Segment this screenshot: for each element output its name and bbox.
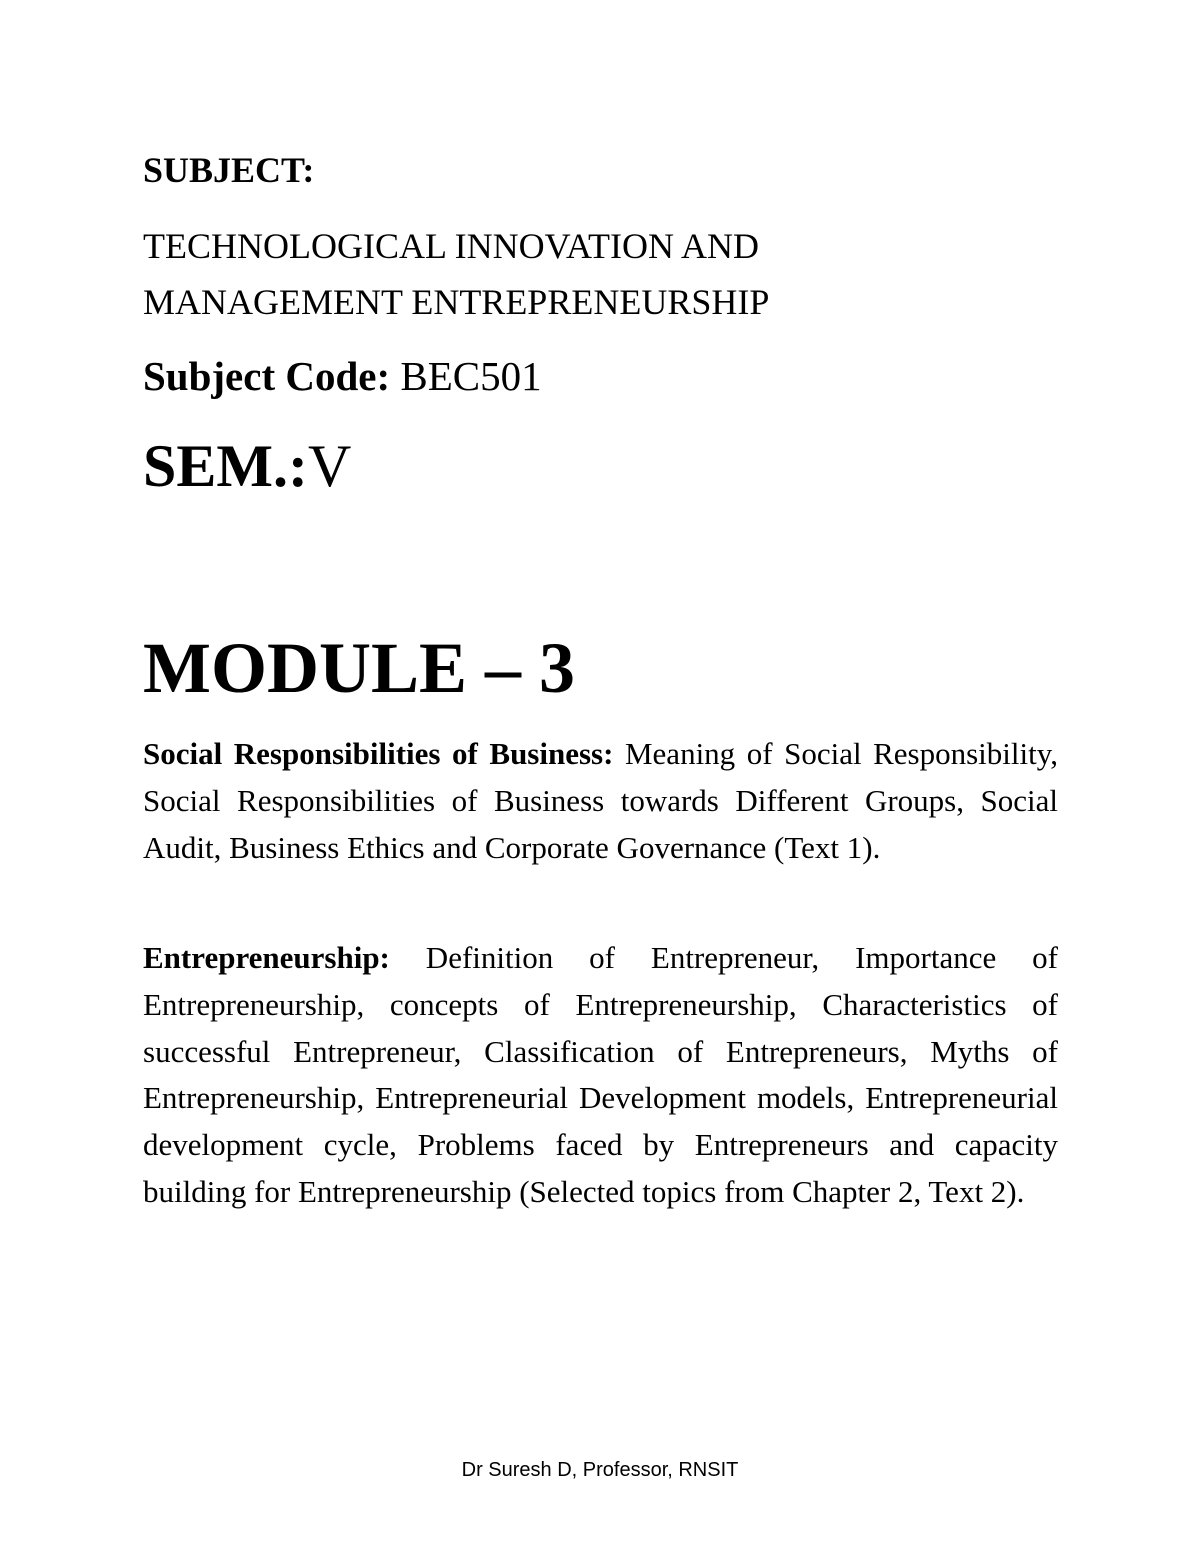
subject-code-label: Subject Code: <box>143 353 391 399</box>
section-social-responsibilities <box>143 731 1058 871</box>
subject-title-line-2: MANAGEMENT ENTREPRENEURSHIP <box>143 282 770 322</box>
section-heading: Social Responsibilities of Business: <box>143 736 614 771</box>
subject-code <box>143 350 542 402</box>
semester-value: V <box>308 433 352 499</box>
section-body: Definition of Entrepreneur, Importance of Entrepreneurship, concepts of Entrepreneurship, Characteristics of successful Entrepreneur, Classification of Entrepreneurs, Myths of Entrepreneurship, Entrepreneurial Development models, Entrepreneurial development cycle, Problems faced by Entrepreneurs and capacity building for Entrepreneurship (Selected topics from Chapter 2, Text 2). <box>143 940 1058 1209</box>
section-entrepreneurship <box>143 935 1058 1216</box>
page-footer: Dr Suresh D, Professor, RNSIT <box>461 1459 739 1481</box>
section-body: Meaning of Social Responsibility, Social Responsibilities of Business towards Different Groups, Social Audit, Business Ethics and Corporate Governance (Text 1). <box>143 736 1058 865</box>
module-heading: MODULE – 3 <box>143 628 575 708</box>
subject-title <box>143 218 1058 330</box>
subject-label: SUBJECT: <box>143 150 315 190</box>
subject-title-line-1: TECHNOLOGICAL INNOVATION AND <box>143 226 759 266</box>
section-heading: Entrepreneurship: <box>143 940 390 975</box>
subject-code-value: BEC501 <box>390 353 542 399</box>
semester <box>143 430 351 502</box>
semester-label: SEM.: <box>143 433 308 499</box>
